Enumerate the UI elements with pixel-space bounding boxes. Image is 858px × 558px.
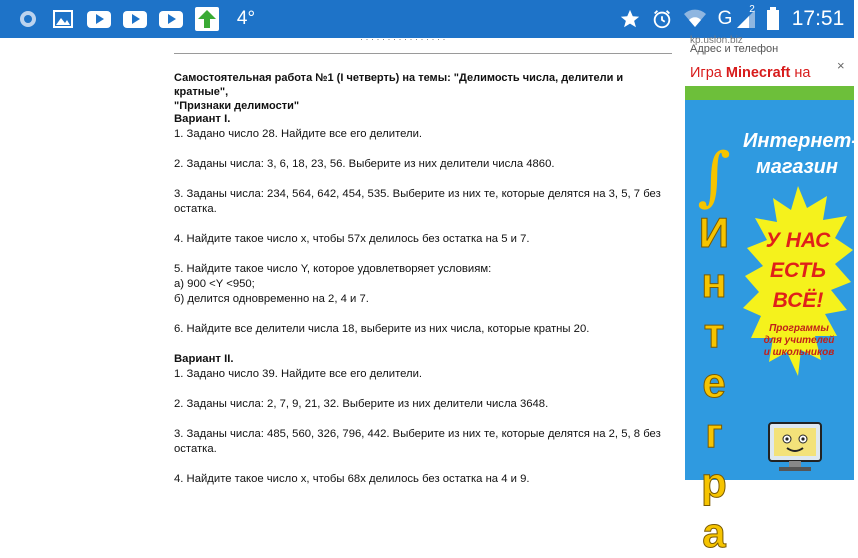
task-line: 2. Заданы числа: 3, 6, 18, 23, 56. Выберите из них делители числа 4860. (174, 158, 555, 170)
variant-heading: Вариант I. (174, 113, 231, 125)
brand-letter: г (705, 409, 723, 456)
task-line: 3. Заданы числа: 234, 564, 642, 454, 535. Выберите из них те, которые делятся на 3, 5, 7 без (174, 188, 661, 200)
battery-icon (764, 0, 782, 38)
cut-off-text: · · · · · · · · · · · · · · · · (360, 34, 446, 44)
star-icon (618, 0, 642, 38)
clock-text: 17:51 (791, 7, 845, 30)
task-line: 1. Задано число 28. Найдите все его делители. (174, 128, 423, 140)
upload-arrow-icon (194, 0, 220, 38)
sub-line-1: Программы (769, 323, 829, 334)
ad-address-link[interactable]: Адрес и телефон (690, 43, 779, 55)
task-line: остатка. (174, 443, 217, 455)
task-line: 4. Найдите такое число х, чтобы 57х делилось без остатка на 5 и 7. (174, 233, 530, 245)
wifi-icon (682, 0, 708, 38)
slogan-line-1: У НАС (765, 229, 831, 252)
task-line: 4. Найдите такое число х, чтобы 68х делилось без остатка на 4 и 9. (174, 473, 530, 485)
alarm-icon (650, 0, 674, 38)
ad-game-suffix: на (794, 65, 811, 81)
ad-game-prefix: Игра (690, 65, 722, 81)
task-line: б) делится одновременно на 2, 4 и 7. (174, 293, 369, 305)
variant-heading: Вариант II. (174, 353, 234, 365)
ad-panel (680, 35, 858, 556)
slogan-line-2: ЕСТЬ (769, 259, 827, 282)
temperature-text: 4° (236, 8, 256, 29)
document-title (174, 71, 674, 113)
slogan-line-3: ВСЁ! (772, 289, 824, 312)
record-icon (17, 0, 39, 38)
document-view[interactable] (0, 34, 680, 485)
brand-letter: а (702, 509, 726, 556)
close-icon[interactable]: × (837, 58, 845, 73)
task-line: остатка. (174, 203, 217, 215)
task-line: 1. Задано число 39. Найдите все его делители. (174, 368, 423, 380)
slogan (743, 226, 853, 316)
title-line-2: "Признаки делимости" (174, 100, 300, 112)
brand-letter: т (703, 309, 725, 356)
youtube-icon (86, 0, 112, 38)
ad-game-name: Minecraft (725, 65, 791, 81)
brand-logo (691, 140, 737, 558)
task-line: 6. Найдите все делители числа 18, выберите из них числа, которые кратны 20. (174, 323, 590, 335)
banner-strip (685, 86, 854, 100)
gallery-icon (52, 0, 74, 38)
brand-letter: е (702, 359, 726, 406)
brand-letter: И (698, 209, 730, 256)
youtube-icon (158, 0, 184, 38)
task-line: 2. Заданы числа: 2, 7, 9, 21, 32. Выберите из них делители числа 3648. (174, 398, 549, 410)
slogan-subtitle (747, 323, 851, 359)
status-bar (0, 0, 854, 38)
sub-line-2: для учителей (763, 335, 835, 346)
title-line-1: Самостоятельная работа №1 (I четверть) на темы: "Делимость числа, делители и кратные", (174, 72, 624, 98)
divider (174, 53, 672, 54)
network-type-text: G (717, 8, 733, 29)
brand-letter: р (701, 459, 727, 506)
sub-line-3: и школьников (763, 347, 835, 358)
task-line: а) 900 <Y <950; (174, 278, 255, 290)
integral-icon: ∫ (697, 140, 731, 214)
ad-banner[interactable] (685, 86, 858, 556)
youtube-icon (122, 0, 148, 38)
task-line: 5. Найдите такое число Y, которое удовлетворяет условиям: (174, 263, 492, 275)
computer-mascot-icon (765, 421, 825, 473)
brand-letter: н (701, 259, 727, 306)
signal-badge: 2 (749, 3, 755, 15)
shop-heading (743, 128, 858, 180)
shop-line-1: Интернет- (743, 130, 858, 152)
task-line: 3. Заданы числа: 485, 560, 326, 796, 442. Выберите из них те, которые делятся на 2, 5, 8 без (174, 428, 661, 440)
page-content[interactable] (0, 34, 858, 556)
ad-link[interactable]: kp.uslon.biz (690, 35, 743, 46)
shop-line-2: магазин (756, 156, 838, 178)
ad-game-link[interactable] (690, 65, 810, 81)
